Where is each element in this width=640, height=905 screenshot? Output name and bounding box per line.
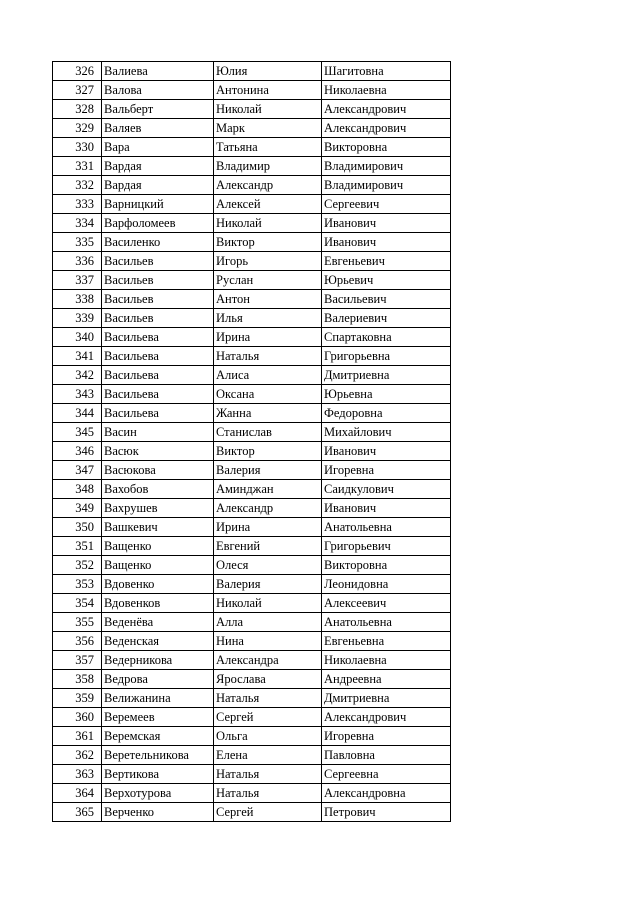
patronymic-cell: Иванович [322,499,451,518]
patronymic-cell: Николаевна [322,651,451,670]
row-number-cell: 364 [53,784,102,803]
last-name-cell: Вара [102,138,214,157]
row-number-cell: 347 [53,461,102,480]
first-name-cell: Сергей [214,803,322,822]
patronymic-cell: Игоревна [322,727,451,746]
last-name-cell: Вардая [102,157,214,176]
row-number-cell: 328 [53,100,102,119]
patronymic-cell: Викторовна [322,556,451,575]
table-row [53,765,451,784]
first-name-cell: Валерия [214,461,322,480]
patronymic-cell: Анатольевна [322,613,451,632]
patronymic-cell: Петрович [322,803,451,822]
last-name-cell: Вардая [102,176,214,195]
last-name-cell: Вальберт [102,100,214,119]
table-row [53,689,451,708]
patronymic-cell: Михайлович [322,423,451,442]
first-name-cell: Наталья [214,689,322,708]
last-name-cell: Валиева [102,62,214,81]
patronymic-cell: Игоревна [322,461,451,480]
first-name-cell: Марк [214,119,322,138]
row-number-cell: 332 [53,176,102,195]
row-number-cell: 333 [53,195,102,214]
table-row [53,537,451,556]
first-name-cell: Виктор [214,233,322,252]
patronymic-cell: Александровна [322,784,451,803]
table-row [53,309,451,328]
row-number-cell: 331 [53,157,102,176]
patronymic-cell: Юрьевна [322,385,451,404]
patronymic-cell: Григорьевич [322,537,451,556]
last-name-cell: Вдовенко [102,575,214,594]
table-row [53,119,451,138]
first-name-cell: Наталья [214,347,322,366]
first-name-cell: Антон [214,290,322,309]
row-number-cell: 357 [53,651,102,670]
first-name-cell: Антонина [214,81,322,100]
first-name-cell: Татьяна [214,138,322,157]
row-number-cell: 365 [53,803,102,822]
table-row [53,594,451,613]
row-number-cell: 342 [53,366,102,385]
row-number-cell: 340 [53,328,102,347]
row-number-cell: 363 [53,765,102,784]
last-name-cell: Вахрушев [102,499,214,518]
patronymic-cell: Спартаковна [322,328,451,347]
patronymic-cell: Владимирович [322,176,451,195]
last-name-cell: Васильева [102,404,214,423]
patronymic-cell: Павловна [322,746,451,765]
last-name-cell: Ващенко [102,556,214,575]
row-number-cell: 334 [53,214,102,233]
first-name-cell: Жанна [214,404,322,423]
row-number-cell: 353 [53,575,102,594]
row-number-cell: 337 [53,271,102,290]
table-row [53,366,451,385]
first-name-cell: Алла [214,613,322,632]
first-name-cell: Александр [214,499,322,518]
table-row [53,347,451,366]
row-number-cell: 335 [53,233,102,252]
row-number-cell: 327 [53,81,102,100]
patronymic-cell: Валериевич [322,309,451,328]
roster-body [53,62,451,822]
row-number-cell: 360 [53,708,102,727]
patronymic-cell: Саидкулович [322,480,451,499]
table-row [53,556,451,575]
row-number-cell: 346 [53,442,102,461]
last-name-cell: Васильева [102,385,214,404]
patronymic-cell: Григорьевна [322,347,451,366]
last-name-cell: Вертикова [102,765,214,784]
patronymic-cell: Евгеньевич [322,252,451,271]
last-name-cell: Вахобов [102,480,214,499]
first-name-cell: Наталья [214,765,322,784]
row-number-cell: 330 [53,138,102,157]
table-row [53,271,451,290]
last-name-cell: Верхотурова [102,784,214,803]
patronymic-cell: Леонидовна [322,575,451,594]
row-number-cell: 345 [53,423,102,442]
last-name-cell: Васильев [102,290,214,309]
row-number-cell: 343 [53,385,102,404]
first-name-cell: Алексей [214,195,322,214]
patronymic-cell: Алексеевич [322,594,451,613]
last-name-cell: Вашкевич [102,518,214,537]
table-row [53,480,451,499]
first-name-cell: Николай [214,214,322,233]
table-row [53,651,451,670]
table-row [53,195,451,214]
first-name-cell: Владимир [214,157,322,176]
patronymic-cell: Викторовна [322,138,451,157]
roster-table [52,61,451,822]
last-name-cell: Васюк [102,442,214,461]
first-name-cell: Валерия [214,575,322,594]
row-number-cell: 344 [53,404,102,423]
row-number-cell: 339 [53,309,102,328]
table-row [53,727,451,746]
table-row [53,575,451,594]
table-row [53,290,451,309]
first-name-cell: Ирина [214,328,322,347]
patronymic-cell: Иванович [322,233,451,252]
table-row [53,803,451,822]
first-name-cell: Оксана [214,385,322,404]
first-name-cell: Ярослава [214,670,322,689]
row-number-cell: 358 [53,670,102,689]
table-row [53,252,451,271]
row-number-cell: 326 [53,62,102,81]
last-name-cell: Васин [102,423,214,442]
patronymic-cell: Дмитриевна [322,366,451,385]
table-row [53,461,451,480]
last-name-cell: Валяев [102,119,214,138]
patronymic-cell: Александрович [322,708,451,727]
table-row [53,214,451,233]
last-name-cell: Васильев [102,271,214,290]
table-row [53,138,451,157]
table-row [53,784,451,803]
first-name-cell: Александра [214,651,322,670]
first-name-cell: Ирина [214,518,322,537]
patronymic-cell: Андреевна [322,670,451,689]
last-name-cell: Вдовенков [102,594,214,613]
first-name-cell: Алиса [214,366,322,385]
table-row [53,746,451,765]
last-name-cell: Ведерникова [102,651,214,670]
table-row [53,176,451,195]
first-name-cell: Николай [214,100,322,119]
first-name-cell: Евгений [214,537,322,556]
row-number-cell: 338 [53,290,102,309]
table-row [53,157,451,176]
table-row [53,670,451,689]
first-name-cell: Олеся [214,556,322,575]
patronymic-cell: Иванович [322,442,451,461]
last-name-cell: Варфоломеев [102,214,214,233]
patronymic-cell: Анатольевна [322,518,451,537]
table-row [53,62,451,81]
first-name-cell: Илья [214,309,322,328]
last-name-cell: Васильева [102,328,214,347]
patronymic-cell: Александрович [322,100,451,119]
first-name-cell: Нина [214,632,322,651]
row-number-cell: 361 [53,727,102,746]
patronymic-cell: Юрьевич [322,271,451,290]
first-name-cell: Игорь [214,252,322,271]
table-row [53,328,451,347]
last-name-cell: Веретельникова [102,746,214,765]
last-name-cell: Васильев [102,309,214,328]
row-number-cell: 350 [53,518,102,537]
last-name-cell: Василенко [102,233,214,252]
patronymic-cell: Владимирович [322,157,451,176]
last-name-cell: Васильева [102,347,214,366]
table-row [53,708,451,727]
first-name-cell: Елена [214,746,322,765]
last-name-cell: Веремеев [102,708,214,727]
row-number-cell: 352 [53,556,102,575]
table-row [53,423,451,442]
first-name-cell: Юлия [214,62,322,81]
first-name-cell: Виктор [214,442,322,461]
first-name-cell: Сергей [214,708,322,727]
patronymic-cell: Евгеньевна [322,632,451,651]
patronymic-cell: Дмитриевна [322,689,451,708]
last-name-cell: Верченко [102,803,214,822]
table-row [53,404,451,423]
patronymic-cell: Николаевна [322,81,451,100]
last-name-cell: Веденская [102,632,214,651]
row-number-cell: 329 [53,119,102,138]
last-name-cell: Веремская [102,727,214,746]
row-number-cell: 351 [53,537,102,556]
first-name-cell: Аминджан [214,480,322,499]
row-number-cell: 354 [53,594,102,613]
first-name-cell: Ольга [214,727,322,746]
last-name-cell: Валова [102,81,214,100]
row-number-cell: 336 [53,252,102,271]
table-row [53,499,451,518]
first-name-cell: Наталья [214,784,322,803]
last-name-cell: Васильев [102,252,214,271]
last-name-cell: Велижанина [102,689,214,708]
patronymic-cell: Федоровна [322,404,451,423]
last-name-cell: Веденёва [102,613,214,632]
first-name-cell: Руслан [214,271,322,290]
last-name-cell: Варницкий [102,195,214,214]
first-name-cell: Александр [214,176,322,195]
first-name-cell: Николай [214,594,322,613]
row-number-cell: 349 [53,499,102,518]
row-number-cell: 355 [53,613,102,632]
last-name-cell: Васильева [102,366,214,385]
last-name-cell: Ведрова [102,670,214,689]
table-row [53,632,451,651]
patronymic-cell: Сергеевич [322,195,451,214]
last-name-cell: Ващенко [102,537,214,556]
patronymic-cell: Шагитовна [322,62,451,81]
row-number-cell: 341 [53,347,102,366]
last-name-cell: Васюкова [102,461,214,480]
table-row [53,613,451,632]
table-row [53,233,451,252]
first-name-cell: Станислав [214,423,322,442]
row-number-cell: 356 [53,632,102,651]
table-row [53,81,451,100]
table-row [53,385,451,404]
table-row [53,100,451,119]
row-number-cell: 348 [53,480,102,499]
patronymic-cell: Сергеевна [322,765,451,784]
patronymic-cell: Васильевич [322,290,451,309]
table-row [53,518,451,537]
table-row [53,442,451,461]
row-number-cell: 359 [53,689,102,708]
patronymic-cell: Александрович [322,119,451,138]
patronymic-cell: Иванович [322,214,451,233]
row-number-cell: 362 [53,746,102,765]
